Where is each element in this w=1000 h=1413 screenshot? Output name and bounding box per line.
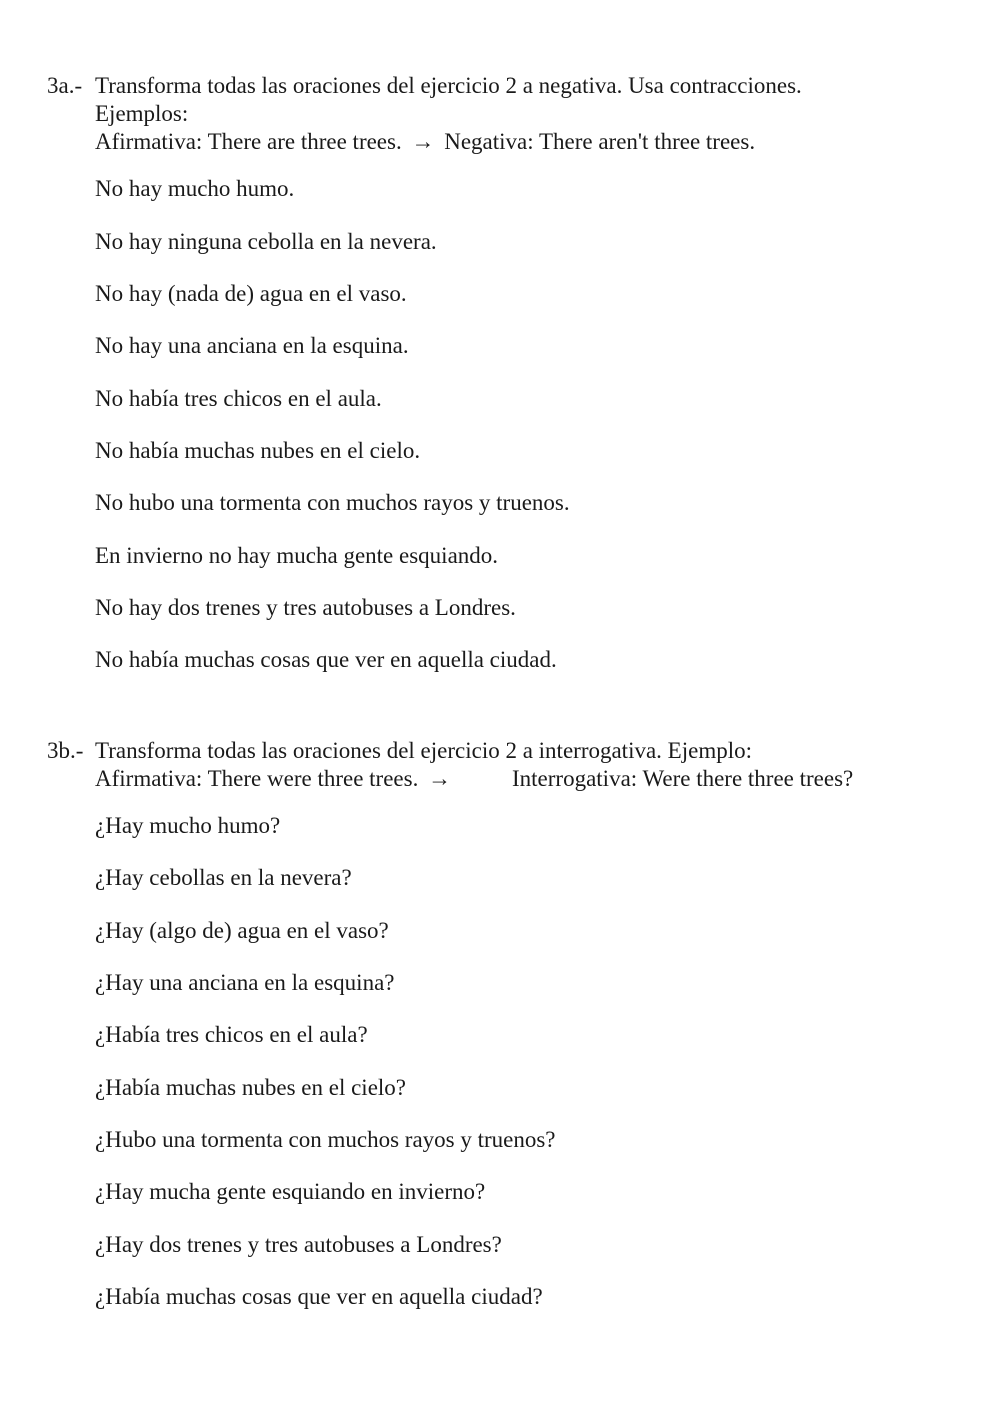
list-item: No hay dos trenes y tres autobuses a Londres. bbox=[95, 595, 516, 620]
list-item: En invierno no hay mucha gente esquiando. bbox=[95, 543, 499, 568]
list-item: No hay (nada de) agua en el vaso. bbox=[95, 281, 407, 306]
example-negative: Negativa: There aren't three trees. bbox=[444, 129, 756, 154]
section-3a-instruction: Transforma todas las oraciones del ejercicio 2 a negativa. Usa contracciones. bbox=[95, 73, 802, 98]
list-item: No había muchas nubes en el cielo. bbox=[95, 438, 421, 463]
list-item: ¿Hay mucho humo? bbox=[95, 813, 281, 838]
list-item: No hubo una tormenta con muchos rayos y truenos. bbox=[95, 490, 570, 515]
list-item: No había tres chicos en el aula. bbox=[95, 386, 382, 411]
list-item: ¿Hay mucha gente esquiando en invierno? bbox=[95, 1179, 486, 1204]
list-item: ¿Hubo una tormenta con muchos rayos y truenos? bbox=[95, 1127, 556, 1152]
list-item: ¿Hay una anciana en la esquina? bbox=[95, 970, 395, 995]
list-item: ¿Había muchas cosas que ver en aquella ciudad? bbox=[95, 1284, 543, 1309]
arrow-icon: → bbox=[428, 766, 452, 791]
list-item: No hay mucho humo. bbox=[95, 176, 295, 201]
arrow-icon: → bbox=[411, 129, 435, 154]
section-3b-instruction: Transforma todas las oraciones del ejercicio 2 a interrogativa. Ejemplo: bbox=[95, 738, 752, 763]
list-item: ¿Había muchas nubes en el cielo? bbox=[95, 1075, 407, 1100]
list-item: No había muchas cosas que ver en aquella ciudad. bbox=[95, 647, 557, 672]
list-item: No hay ninguna cebolla en la nevera. bbox=[95, 229, 437, 254]
section-3a-examples-label: Ejemplos: bbox=[95, 101, 189, 126]
list-item: ¿Había tres chicos en el aula? bbox=[95, 1022, 368, 1047]
list-item: No hay una anciana en la esquina. bbox=[95, 333, 409, 358]
list-item: ¿Hay dos trenes y tres autobuses a Londres? bbox=[95, 1232, 502, 1257]
section-3a-example bbox=[95, 128, 755, 156]
example-affirmative: Afirmativa: There are three trees. bbox=[95, 129, 402, 154]
example-interrogative: Interrogativa: Were there three trees? bbox=[512, 766, 854, 791]
list-item: ¿Hay (algo de) agua en el vaso? bbox=[95, 918, 389, 943]
section-3a-number: 3a.- bbox=[47, 73, 83, 98]
example-affirmative: Afirmativa: There were three trees. bbox=[95, 766, 419, 791]
section-3b-example-affirmative bbox=[95, 765, 451, 793]
list-item: ¿Hay cebollas en la nevera? bbox=[95, 865, 352, 890]
section-3b-number: 3b.- bbox=[47, 738, 84, 763]
